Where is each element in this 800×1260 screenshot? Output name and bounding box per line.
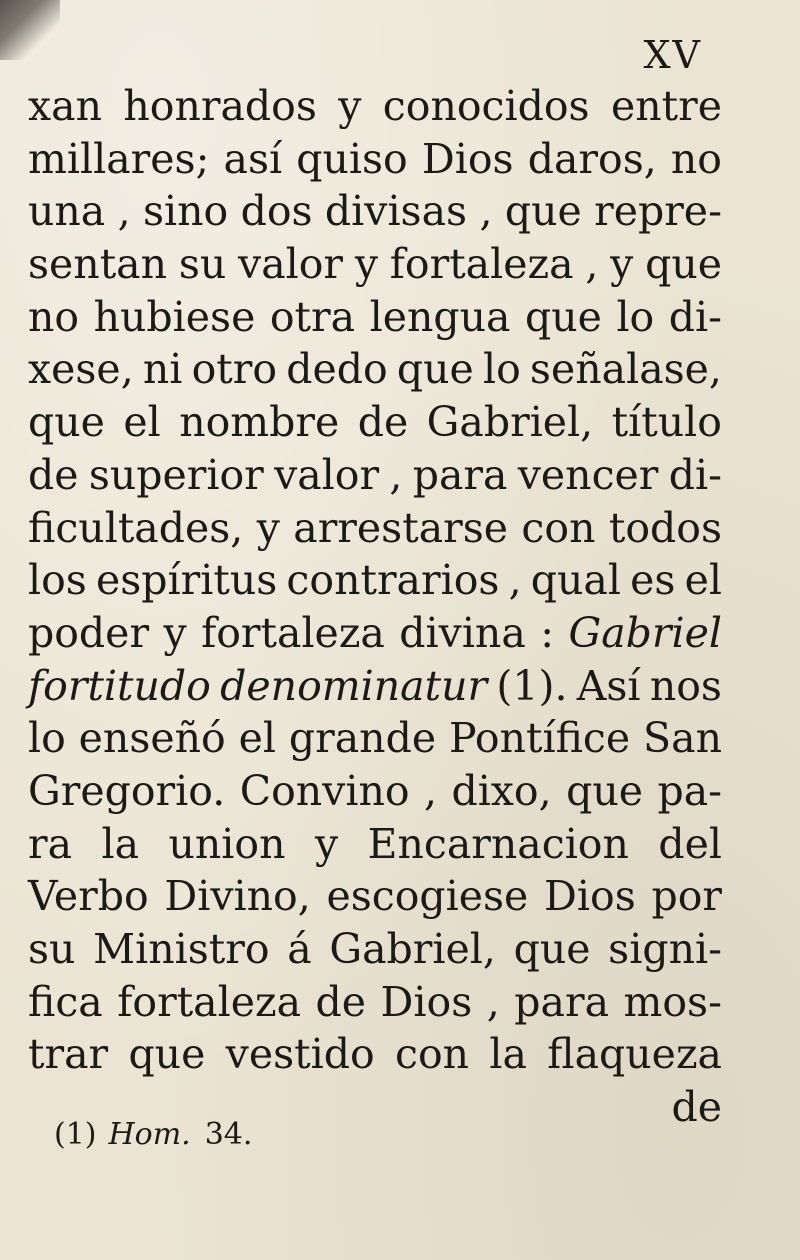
word: Dios: [544, 872, 636, 921]
text-line: [28, 976, 722, 1029]
word: Divino,: [164, 872, 311, 921]
word: su: [28, 925, 76, 973]
word: sino: [143, 187, 229, 236]
word: con: [521, 503, 596, 552]
word: así: [223, 134, 283, 183]
word: es: [630, 556, 676, 605]
word: repre-: [594, 187, 722, 236]
footnote-source: Hom.: [108, 1117, 191, 1152]
word: del: [658, 819, 722, 868]
word: y: [354, 240, 378, 289]
text-line: [28, 80, 722, 133]
word: ,: [508, 556, 522, 605]
word: fica: [28, 977, 103, 1026]
word: lo: [616, 292, 655, 341]
word: el: [238, 714, 277, 763]
word: denominatur: [220, 661, 488, 710]
word: valor: [238, 240, 344, 289]
word: lo: [482, 345, 521, 394]
word: di-: [668, 450, 722, 499]
word: fortaleza: [389, 240, 574, 289]
text-line: [28, 502, 722, 555]
word: daros,: [527, 134, 657, 183]
text-line: [28, 291, 722, 344]
text-line: [28, 660, 722, 713]
text-line: [28, 185, 722, 238]
word: que: [566, 766, 644, 815]
word: otro: [191, 345, 278, 394]
word: la: [101, 819, 140, 868]
word: Gregorio.: [28, 766, 226, 815]
word: que: [513, 925, 591, 973]
word: qual: [530, 556, 621, 605]
word: Encarnacion: [367, 819, 629, 868]
text-line: [28, 449, 722, 502]
word: trar: [28, 1030, 109, 1079]
text-line: [28, 712, 722, 765]
word: union: [168, 819, 286, 868]
footnote-marker: (1): [54, 1117, 97, 1152]
word: ,: [486, 977, 500, 1026]
word: mos-: [623, 977, 722, 1026]
word: no: [670, 134, 722, 183]
footnote-reference: 34.: [204, 1117, 253, 1152]
word: espíritus: [95, 556, 278, 605]
text-line: [28, 133, 722, 186]
text-line: [28, 343, 722, 396]
word: sentan: [28, 240, 168, 289]
word: y: [256, 503, 280, 552]
word: Ministro: [93, 925, 270, 973]
word: de: [357, 398, 409, 447]
word: con: [394, 1030, 470, 1079]
word: de: [671, 1083, 722, 1132]
word: dos: [240, 187, 313, 236]
word: todos: [608, 503, 722, 552]
word: superior: [88, 450, 264, 499]
word: xan: [28, 82, 102, 130]
text-line: [28, 238, 722, 291]
word: fortaleza: [201, 608, 385, 657]
word: ,: [423, 766, 438, 815]
word: que: [128, 1030, 206, 1079]
word: ,: [585, 240, 599, 289]
word: título: [611, 398, 722, 447]
word: Verbo: [28, 872, 149, 921]
word: ,: [117, 187, 131, 236]
text-line: [28, 818, 722, 871]
word: el: [123, 398, 161, 447]
word: flaqueza: [547, 1030, 722, 1079]
word: Así: [576, 661, 641, 710]
text-line: [28, 870, 722, 923]
word: ,: [479, 187, 493, 236]
page-number: XV: [643, 33, 702, 77]
word: de: [315, 977, 367, 1026]
word: poder: [28, 608, 150, 657]
word: ra: [28, 819, 73, 868]
word: otra: [269, 292, 356, 341]
word: para: [514, 977, 610, 1026]
word: ni: [142, 345, 183, 394]
word: una: [28, 187, 106, 236]
word: no: [28, 292, 80, 341]
word: y: [163, 608, 187, 657]
text-line: [28, 396, 722, 449]
word: la: [489, 1030, 527, 1079]
word: por: [651, 872, 722, 921]
text-line: [28, 554, 722, 607]
word: pa-: [657, 766, 722, 815]
page-corner-shadow: [0, 0, 60, 60]
word: ,: [389, 450, 403, 499]
word: de: [28, 450, 79, 499]
word: enseñó: [78, 714, 226, 763]
word: que: [28, 398, 105, 447]
word: Gabriel,: [426, 398, 594, 447]
word: quiso: [296, 134, 408, 183]
word: divina: [399, 608, 526, 657]
word: vestido: [225, 1030, 375, 1079]
word: escogiese: [326, 872, 529, 921]
word: San: [643, 714, 722, 763]
word: para: [412, 450, 508, 499]
word: divisas: [324, 187, 468, 236]
body-text: [28, 80, 722, 1134]
word: contrarios: [286, 556, 500, 605]
word: fortaleza: [117, 977, 302, 1026]
word: nombre: [179, 398, 340, 447]
word: hubiese: [93, 292, 256, 341]
word: Dios: [380, 977, 473, 1026]
word: lengua: [369, 292, 511, 341]
word: Dios: [421, 134, 514, 183]
word: Pontífice: [448, 714, 631, 763]
word: millares;: [28, 134, 210, 183]
word: el: [684, 556, 722, 605]
word: :: [540, 608, 555, 657]
word: lo: [28, 714, 66, 763]
word: su: [178, 240, 227, 289]
word: arrestarse: [293, 503, 509, 552]
text-line: [28, 923, 722, 976]
text-line: [28, 607, 722, 660]
word: los: [28, 556, 87, 605]
word: y: [338, 82, 362, 130]
text-line: [28, 765, 722, 818]
word: que: [645, 240, 722, 289]
word: dedo: [286, 345, 388, 394]
word: grande: [288, 714, 437, 763]
word: que: [525, 292, 602, 341]
footnote: [54, 1117, 253, 1152]
word: fortitudo: [28, 661, 211, 710]
word: xese,: [28, 345, 134, 394]
word: nos: [649, 661, 722, 710]
word: á: [287, 925, 312, 973]
word: Gabriel: [568, 608, 722, 657]
word: conocidos: [382, 82, 590, 130]
word: di-: [668, 292, 722, 341]
word: (1).: [496, 661, 568, 710]
word: Convino: [239, 766, 410, 815]
word: que: [504, 187, 582, 236]
word: ficultades,: [28, 503, 244, 552]
word: entre: [610, 82, 722, 130]
word: señalase,: [529, 345, 722, 394]
word: y: [314, 819, 339, 868]
word: honrados: [123, 82, 317, 130]
word: que: [396, 345, 474, 394]
word: dixo,: [451, 766, 552, 815]
text-line: [28, 1028, 722, 1081]
word: valor: [274, 450, 380, 499]
word: vencer: [517, 450, 659, 499]
word: y: [610, 240, 634, 289]
word: signi-: [608, 925, 722, 973]
word: Gabriel,: [329, 925, 496, 973]
